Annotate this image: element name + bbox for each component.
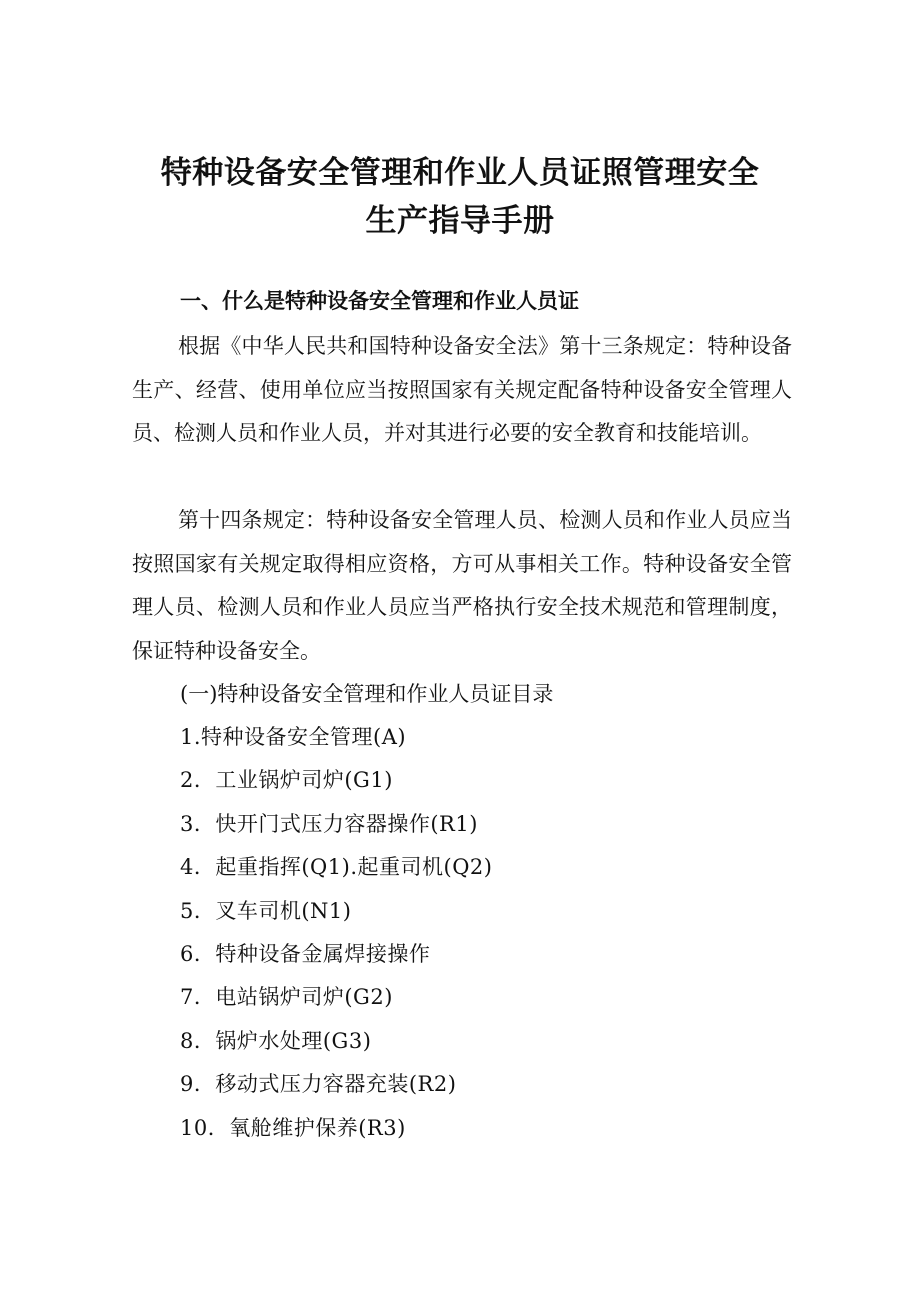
list-item: 6．特种设备金属焊接操作 (180, 941, 431, 966)
paragraph-article-14: 第十四条规定：特种设备安全管理人员、检测人员和作业人员应当按照国家有关规定取得相应资格，方可从事相关工作。特种设备安全管理人员、检测人员和作业人员应当严格执行安全技术规范和管理制度，保证特种设备安全。 (132, 508, 792, 663)
list-item: 8．锅炉水处理(G3) (180, 1028, 372, 1053)
certificate-catalog-list (180, 716, 492, 1150)
document-title-line-1: 特种设备安全管理和作业人员证照管理安全 (160, 155, 760, 191)
list-item: 5．叉车司机(N1) (180, 898, 352, 923)
list-item: 10．氧舱维护保养(R3) (180, 1115, 406, 1140)
list-item: 2．工业锅炉司炉(G1) (180, 768, 393, 793)
section-heading: 一、什么是特种设备安全管理和作业人员证 (180, 289, 579, 313)
catalog-subheading: (一)特种设备安全管理和作业人员证目录 (180, 682, 554, 706)
paragraph-article-13: 根据《中华人民共和国特种设备安全法》第十三条规定：特种设备生产、经营、使用单位应当按照国家有关规定配备特种设备安全管理人员、检测人员和作业人员，并对其进行必要的安全教育和技能培训。 (132, 334, 792, 445)
list-item: 4．起重指挥(Q1).起重司机(Q2) (180, 855, 493, 880)
list-item: 7．电站锅炉司炉(G2) (180, 985, 393, 1010)
document-title-line-2: 生产指导手册 (365, 203, 555, 239)
list-item: 3．快开门式压力容器操作(R1) (180, 811, 478, 836)
list-item: 9．移动式压力容器充装(R2) (180, 1072, 457, 1097)
list-item: 1.特种设备安全管理(A) (180, 725, 407, 749)
